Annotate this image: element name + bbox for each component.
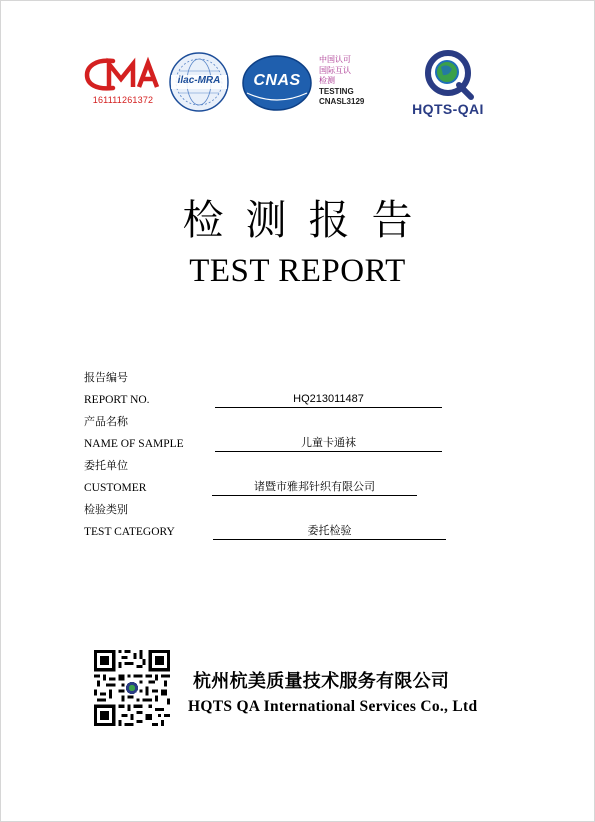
cnas-info-line: 检测 bbox=[319, 76, 335, 85]
customer-label: CUSTOMER bbox=[84, 482, 147, 494]
sample-name-label-cn: 产品名称 bbox=[84, 415, 128, 428]
title-chinese: 检测报告 bbox=[182, 196, 435, 244]
report-no-row bbox=[84, 389, 464, 411]
qr-code-icon bbox=[94, 650, 170, 726]
test-category-label: TEST CATEGORY bbox=[84, 526, 175, 538]
report-fields bbox=[84, 367, 464, 543]
qr-code[interactable] bbox=[94, 650, 170, 726]
company-name-cn: 杭州杭美质量技术服务有限公司 bbox=[193, 671, 450, 692]
report-no-value: HQ213011487 bbox=[215, 391, 442, 408]
customer-value: 诸暨市雅邦针织有限公司 bbox=[212, 479, 417, 496]
customer-label-cn: 委托单位 bbox=[84, 459, 128, 472]
cnas-info-line: 中国认可 bbox=[319, 55, 351, 64]
company-name-en: HQTS QA International Services Co., Ltd bbox=[188, 698, 478, 715]
hqts-qai-logo bbox=[397, 49, 499, 121]
customer-row bbox=[84, 477, 464, 499]
cnas-info-line: 国际互认 bbox=[319, 65, 351, 75]
ilac-text: ilac-MRA bbox=[177, 75, 221, 86]
hqts-q-globe-icon bbox=[397, 49, 499, 101]
test-category-label-cn: 检验类别 bbox=[84, 503, 128, 516]
cnas-text: CNAS bbox=[253, 72, 301, 89]
cma-logo bbox=[83, 55, 163, 109]
report-no-label-cn: 报告编号 bbox=[84, 371, 128, 384]
cnas-logo bbox=[241, 53, 313, 113]
ilac-mra-logo bbox=[167, 51, 231, 113]
sample-name-row bbox=[84, 433, 464, 455]
title-english: TEST REPORT bbox=[189, 253, 406, 289]
sample-name-label: NAME OF SAMPLE bbox=[84, 438, 184, 450]
cnas-accreditation-text bbox=[319, 55, 389, 108]
cnas-info-line: CNASL3129 bbox=[319, 97, 365, 106]
sample-name-value: 儿童卡通袜 bbox=[215, 435, 442, 452]
test-category-value: 委托检验 bbox=[213, 523, 446, 540]
test-category-row bbox=[84, 521, 464, 543]
cma-number: 161111261372 bbox=[92, 95, 154, 105]
cma-mark-icon bbox=[83, 55, 163, 95]
hqts-text: HQTS-QAI bbox=[412, 101, 484, 117]
cnas-info-line: TESTING bbox=[319, 86, 354, 96]
report-no-label: REPORT NO. bbox=[84, 394, 150, 406]
